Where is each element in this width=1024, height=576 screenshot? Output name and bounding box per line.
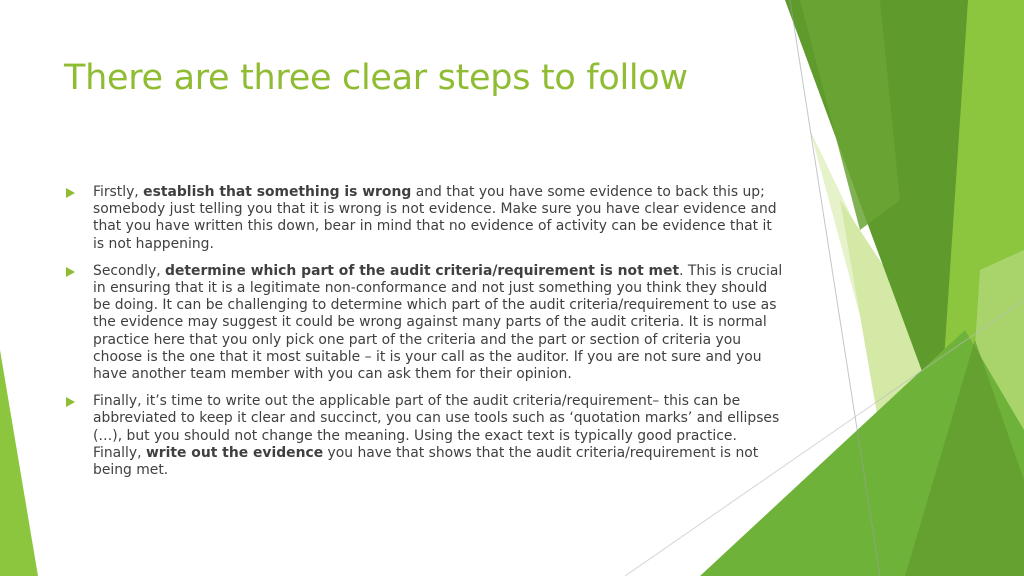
bullet-text-pre: Firstly, bbox=[93, 184, 144, 200]
bullet-text-pre: Secondly, bbox=[93, 262, 166, 279]
bullet-text-bold: establish that something is wrong bbox=[143, 184, 412, 200]
triangle-right-icon bbox=[66, 188, 75, 198]
bullet-item-2 bbox=[64, 263, 784, 383]
left-wedge-shape bbox=[0, 350, 38, 576]
bullet-text-post: . This is crucial in ensuring that it is a legitimate non-conformance and not just something you think they should be doing. It can be challenging to determine which part of the audit criteria/requirement to use as the evidence may suggest it could be wrong against many parts of the audit criteria. It is normal practice here that you only pick one part of the criteria and the part or section of criteria you choose is the one that it most suitable – it is your call as the auditor. If you are not sure and you have another team member with you can ask them for their opinion. bbox=[93, 262, 783, 383]
bullet-text-post: and that you have some evidence to back this up; somebody just telling you that it is wrong is not evidence. Make sure you have clear evidence and that you have written this down, bear in mind that no evidence of activity can be evidence that it is not happening. bbox=[93, 184, 777, 252]
triangle-right-icon bbox=[66, 397, 75, 407]
bullet-text-post: you have that shows that the audit criteria/requirement is not being met. bbox=[93, 444, 759, 479]
bullet-item-1 bbox=[64, 184, 784, 253]
triangle-right-icon bbox=[66, 267, 75, 277]
slide-title: There are three clear steps to follow bbox=[64, 58, 688, 98]
bullet-text-bold: determine which part of the audit criteria/requirement is not met bbox=[165, 262, 680, 279]
bullet-list bbox=[64, 184, 784, 489]
bullet-text-bold: write out the evidence bbox=[145, 444, 324, 461]
bullet-item-3 bbox=[64, 393, 784, 479]
bullet-text-pre: Finally, it’s time to write out the applicable part of the audit criteria/requirement– this can be abbreviated to keep it clear and succinct, you can use tools such as ‘quotation marks’ and ellipses (…), but you should not change the meaning. Using the exact text is typically good practice. Finally, bbox=[93, 393, 780, 461]
